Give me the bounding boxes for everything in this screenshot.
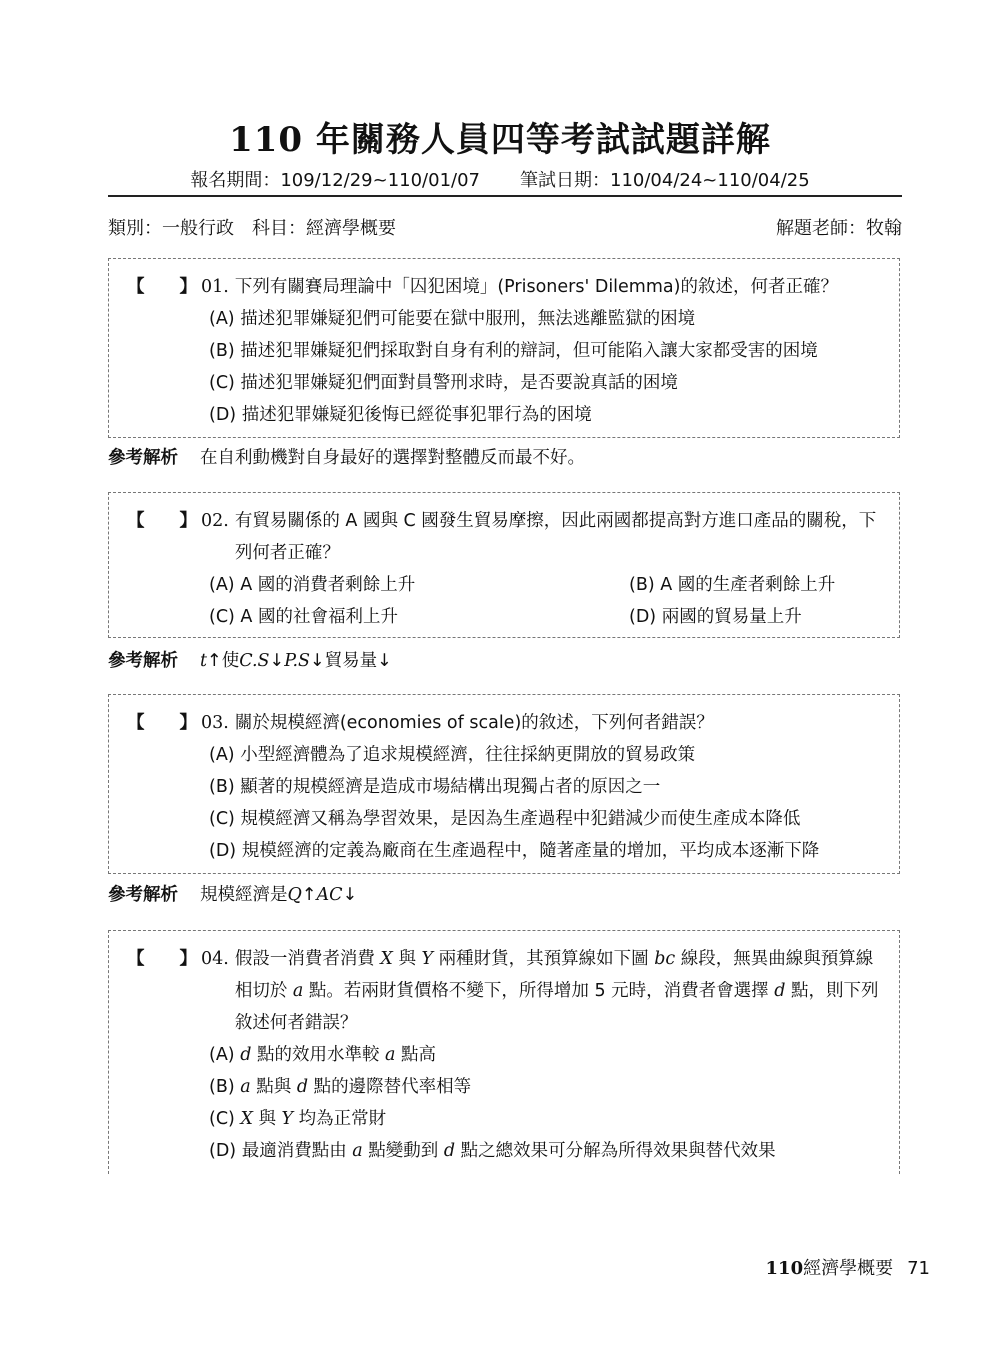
header-divider xyxy=(108,195,902,197)
option-a: (A) A 國的消費者剩餘上升 xyxy=(209,575,416,595)
question-number: 01. xyxy=(201,277,229,297)
analysis-text: ↑使 xyxy=(207,651,240,671)
analysis-text: ↓貿易量↓ xyxy=(310,651,392,671)
question-number: 02. xyxy=(201,511,229,531)
exam-date: 筆試日期：110/04/24~110/04/25 xyxy=(520,170,810,191)
exam-period xyxy=(0,166,1000,192)
option-b: (B) 描述犯罪嫌疑犯們採取對自身有利的辯詞，但可能陷入讓大家都受害的困境 xyxy=(209,341,818,361)
question-box-3 xyxy=(108,694,900,874)
answer-bracket: 【 】 xyxy=(127,277,197,297)
footer-subject: 經濟學概要 xyxy=(803,1258,894,1279)
registration-period: 報名期間：109/12/29~110/01/07 xyxy=(190,170,480,191)
page-title: 110 年關務人員四等考試試題詳解 xyxy=(229,120,771,160)
option-d: (D) 描述犯罪嫌疑犯後悔已經從事犯罪行為的困境 xyxy=(209,405,592,425)
analysis-text: ↑ xyxy=(301,885,317,905)
question-box-2 xyxy=(108,492,900,638)
question-text: 假設一消費者消費 X 與 Y 兩種財貨，其預算線如下圖 bc 線段，無異曲線與預算線相切於 a 點。若兩財貨價格不變下，所得增加 5 元時，消費者會選擇 d 點，則下列敘述何者錯誤？ xyxy=(234,949,879,1033)
option-a: (A) 小型經濟體為了追求規模經濟，往往採納更開放的貿易政策 xyxy=(209,745,696,765)
option-d: (D) 規模經濟的定義為廠商在生產過程中，隨著產量的增加，平均成本逐漸下降 xyxy=(209,841,820,861)
analysis-label: 參考解析 xyxy=(108,885,178,905)
analysis-3 xyxy=(108,880,902,910)
question-text: 有貿易關係的 A 國與 C 國發生貿易摩擦，因此兩國都提高對方進口產品的關稅，下列何者正確？ xyxy=(234,511,877,563)
page-number: 71 xyxy=(907,1258,930,1279)
question-number: 04. xyxy=(201,949,229,969)
option-c: (C) 描述犯罪嫌疑犯們面對員警刑求時，是否要說真話的困境 xyxy=(209,373,678,393)
analysis-text: 規模經濟是 xyxy=(200,885,288,905)
var-q: Q xyxy=(287,885,302,905)
category-subject: 類別：一般行政 科目：經濟學概要 xyxy=(108,218,396,239)
option-c: (C) X 與 Y 均為正常財 xyxy=(209,1109,387,1129)
question-text: 關於規模經濟(economies of scale)的敘述，下列何者錯誤？ xyxy=(234,713,714,733)
option-c: (C) A 國的社會福利上升 xyxy=(209,607,398,627)
analysis-label: 參考解析 xyxy=(108,651,178,671)
option-a: (A) d 點的效用水準較 a 點高 xyxy=(209,1045,437,1065)
option-b: (B) A 國的生產者剩餘上升 xyxy=(629,575,836,595)
question-number: 03. xyxy=(201,713,229,733)
analysis-1 xyxy=(108,443,902,473)
analysis-text: 在自利動機對自身最好的選擇對整體反而最不好。 xyxy=(200,448,585,468)
var-t: t xyxy=(200,651,208,671)
analysis-2 xyxy=(108,646,902,676)
answer-bracket: 【 】 xyxy=(127,713,197,733)
answer-bracket: 【 】 xyxy=(127,949,197,969)
question-text: 下列有關賽局理論中「囚犯困境」(Prisoners' Dilemma)的敘述，何者正確？ xyxy=(234,277,838,297)
question-box-4 xyxy=(108,930,900,1174)
option-d: (D) 兩國的貿易量上升 xyxy=(629,607,802,627)
teacher: 解題老師：牧翰 xyxy=(776,218,902,239)
answer-bracket: 【 】 xyxy=(127,511,197,531)
page-footer xyxy=(766,1254,930,1280)
option-c: (C) 規模經濟又稱為學習效果，是因為生產過程中犯錯減少而使生產成本降低 xyxy=(209,809,801,829)
exam-meta xyxy=(108,214,902,240)
option-b: (B) a 點與 d 點的邊際替代率相等 xyxy=(209,1077,472,1097)
var-ac: AC xyxy=(316,885,343,905)
analysis-text: ↓ xyxy=(269,651,285,671)
analysis-text: ↓ xyxy=(342,885,358,905)
question-box-1 xyxy=(108,258,900,438)
option-b: (B) 顯著的規模經濟是造成市場結構出現獨占者的原因之一 xyxy=(209,777,661,797)
var-ps: P.S xyxy=(284,651,310,671)
option-d: (D) 最適消費點由 a 點變動到 d 點之總效果可分解為所得效果與替代效果 xyxy=(209,1141,776,1161)
footer-year: 110 xyxy=(765,1258,804,1279)
option-a: (A) 描述犯罪嫌疑犯們可能要在獄中服刑，無法逃離監獄的困境 xyxy=(209,309,696,329)
var-cs: C.S xyxy=(239,651,270,671)
option-grid xyxy=(127,569,885,633)
analysis-label: 參考解析 xyxy=(108,448,178,468)
